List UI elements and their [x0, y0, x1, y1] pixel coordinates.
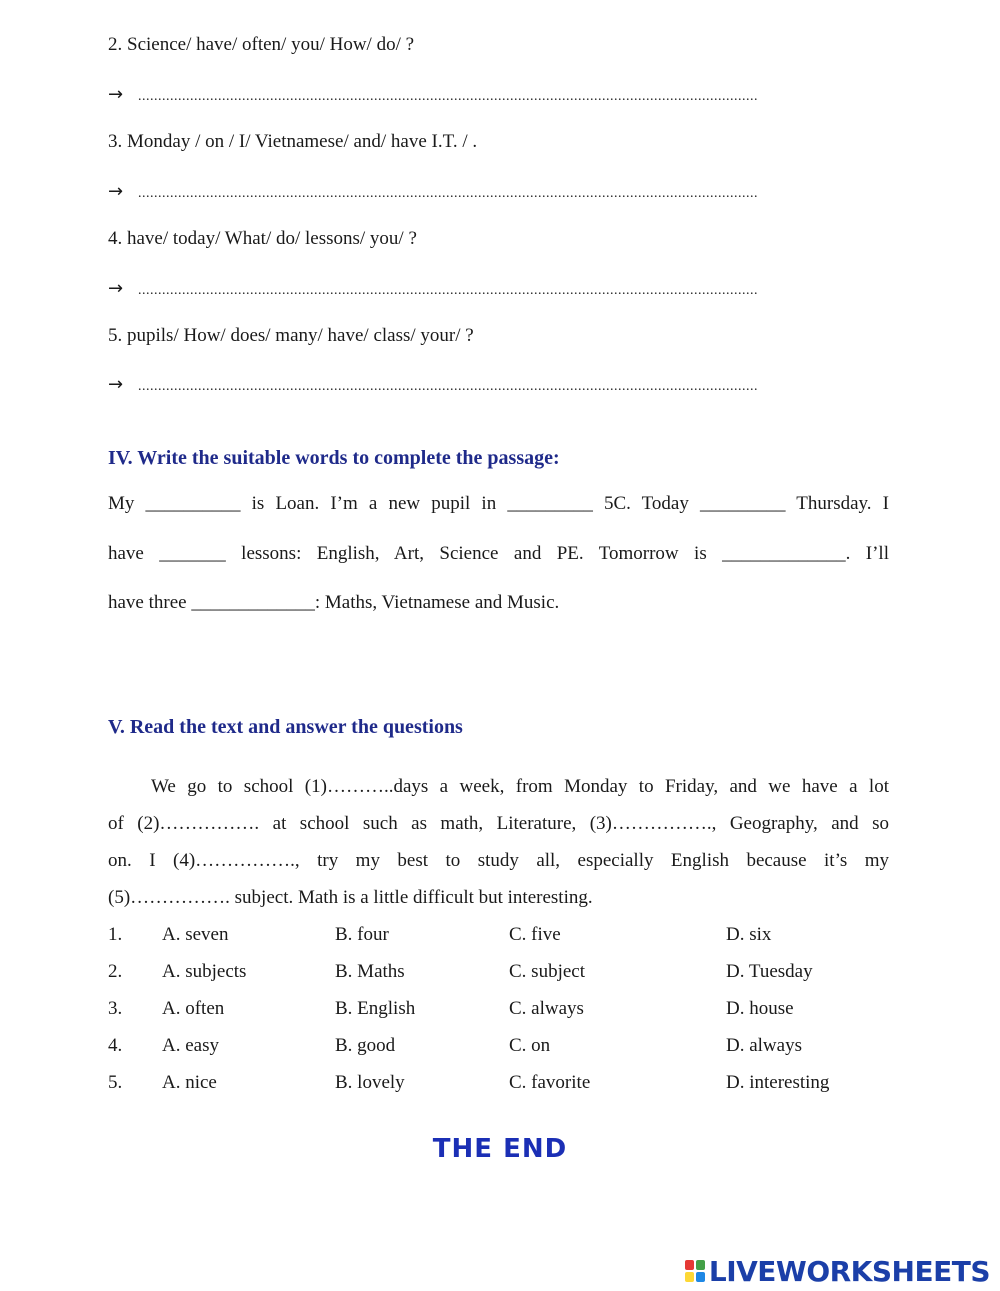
option-number: 3.	[108, 998, 123, 1019]
option-c[interactable]: C. always	[509, 998, 584, 1019]
logo-block-green	[696, 1260, 705, 1270]
option-d[interactable]: D. interesting	[726, 1072, 830, 1093]
option-d[interactable]: D. Tuesday	[726, 961, 813, 982]
arrow-icon: →	[108, 84, 124, 105]
option-c[interactable]: C. five	[509, 924, 561, 945]
passage-line-1[interactable]: My __________ is Loan. I’m a new pupil in _________ 5C. Today _________ Thursday. I	[108, 493, 889, 514]
logo-blocks-icon	[685, 1260, 705, 1282]
question-3: 3. Monday / on / I/ Vietnamese/ and/ have I.T. / .	[108, 131, 478, 152]
arrow-icon: →	[108, 181, 124, 202]
option-row-5	[108, 1072, 908, 1100]
option-b[interactable]: B. good	[335, 1035, 396, 1056]
question-5: 5. pupils/ How/ does/ many/ have/ class/ your/ ?	[108, 325, 474, 346]
option-c[interactable]: C. on	[509, 1035, 551, 1056]
logo-block-red	[685, 1260, 694, 1270]
option-b[interactable]: B. Maths	[335, 961, 405, 982]
liveworksheets-logo[interactable]	[685, 1254, 990, 1288]
answer-dots: ...........................................................................................................................................................	[138, 186, 758, 201]
logo-text: LIVEWORKSHEETS	[708, 1254, 990, 1288]
answer-dots: ...........................................................................................................................................................	[138, 283, 758, 298]
option-b[interactable]: B. English	[335, 998, 416, 1019]
answer-line-4[interactable]	[108, 278, 872, 299]
the-end-title: THE END	[432, 1134, 568, 1164]
option-row-3	[108, 998, 908, 1026]
option-d[interactable]: D. house	[726, 998, 794, 1019]
section-5-heading: V. Read the text and answer the questions	[108, 716, 463, 738]
option-a[interactable]: A. subjects	[162, 961, 247, 982]
option-a[interactable]: A. nice	[162, 1072, 217, 1093]
option-b[interactable]: B. lovely	[335, 1072, 405, 1093]
reading-line-1: We go to school (1)………..days a week, from Monday to Friday, and we have a lot	[151, 776, 889, 797]
option-number: 4.	[108, 1035, 123, 1056]
option-row-2	[108, 961, 908, 989]
question-2: 2. Science/ have/ often/ you/ How/ do/ ?	[108, 34, 415, 55]
option-d[interactable]: D. six	[726, 924, 772, 945]
reading-line-4: (5)……………. subject. Math is a little difficult but interesting.	[108, 887, 593, 908]
answer-line-3[interactable]	[108, 181, 872, 202]
answer-dots: ...........................................................................................................................................................	[138, 89, 758, 104]
option-a[interactable]: A. often	[162, 998, 225, 1019]
reading-line-3: on. I (4)……………., try my best to study all, especially English because it’s my	[108, 850, 889, 871]
question-4: 4. have/ today/ What/ do/ lessons/ you/ ?	[108, 228, 417, 249]
option-c[interactable]: C. subject	[509, 961, 585, 982]
option-row-1	[108, 924, 908, 952]
option-number: 2.	[108, 961, 123, 982]
passage-line-2[interactable]: have _______ lessons: English, Art, Science and PE. Tomorrow is _____________. I’ll	[108, 543, 889, 564]
answer-line-2[interactable]	[108, 84, 872, 105]
passage-line-3[interactable]: have three _____________: Maths, Vietnamese and Music.	[108, 592, 560, 613]
option-c[interactable]: C. favorite	[509, 1072, 591, 1093]
option-b[interactable]: B. four	[335, 924, 389, 945]
option-a[interactable]: A. easy	[162, 1035, 219, 1056]
section-4-heading: IV. Write the suitable words to complete the passage:	[108, 447, 560, 469]
logo-block-yellow	[685, 1272, 694, 1282]
option-number: 1.	[108, 924, 123, 945]
option-d[interactable]: D. always	[726, 1035, 802, 1056]
arrow-icon: →	[108, 374, 124, 395]
answer-dots: ...........................................................................................................................................................	[138, 379, 758, 394]
arrow-icon: →	[108, 278, 124, 299]
option-a[interactable]: A. seven	[162, 924, 229, 945]
option-number: 5.	[108, 1072, 123, 1093]
answer-line-5[interactable]	[108, 374, 872, 395]
option-row-4	[108, 1035, 908, 1063]
logo-block-blue	[696, 1272, 705, 1282]
reading-line-2: of (2)……………. at school such as math, Literature, (3)……………., Geography, and so	[108, 813, 889, 834]
